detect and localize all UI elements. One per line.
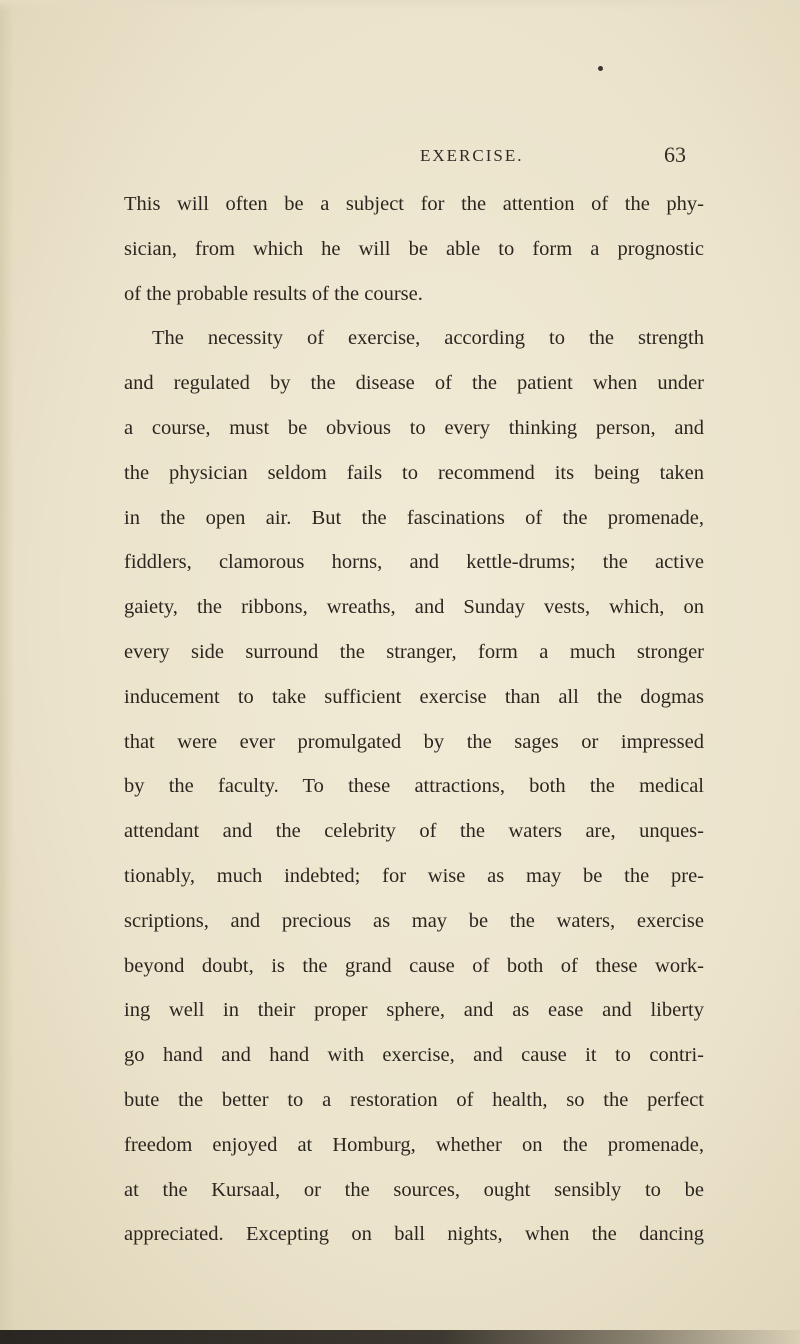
text-line: by the faculty. To these attractions, both the medical <box>124 775 704 798</box>
text-line: bute the better to a restoration of health, so the perfect <box>124 1088 704 1111</box>
text-line: tionably, much indebted; for wise as may be the pre- <box>124 864 704 887</box>
text-line: a course, must be obvious to every thinking person, and <box>124 416 704 439</box>
text-line: beyond doubt, is the grand cause of both of these work- <box>124 954 704 977</box>
text-line: and regulated by the disease of the patient when under <box>124 372 704 395</box>
print-speck <box>598 66 603 71</box>
page-top-shadow <box>0 0 800 10</box>
text-line: of the probable results of the course. <box>124 282 423 305</box>
text-line: in the open air. But the fascinations of the promenade, <box>124 506 704 529</box>
text-line: gaiety, the ribbons, wreaths, and Sunday vests, which, on <box>124 596 704 619</box>
text-line: the physician seldom fails to recommend its being taken <box>124 461 704 484</box>
text-line: freedom enjoyed at Homburg, whether on the promenade, <box>124 1133 704 1156</box>
running-head: EXERCISE. <box>420 146 524 165</box>
page-number: 63 <box>664 142 686 167</box>
text-line: The necessity of exercise, according to the strength <box>152 327 704 350</box>
page-gutter-shadow <box>0 0 14 1344</box>
text-line: sician, from which he will be able to form a prognostic <box>124 237 704 260</box>
text-line: scriptions, and precious as may be the waters, exercise <box>124 909 704 932</box>
text-line: that were ever promulgated by the sages or impressed <box>124 730 704 753</box>
page-bottom-edge <box>0 1330 800 1344</box>
text-line: inducement to take sufficient exercise than all the dogmas <box>124 685 704 708</box>
text-line: go hand and hand with exercise, and cause it to contri- <box>124 1044 704 1067</box>
text-line: ing well in their proper sphere, and as ease and liberty <box>124 999 704 1022</box>
text-line: at the Kursaal, or the sources, ought sensibly to be <box>124 1178 704 1201</box>
text-line: fiddlers, clamorous horns, and kettle-drums; the active <box>124 551 704 574</box>
text-line: appreciated. Excepting on ball nights, when the dancing <box>124 1223 704 1246</box>
body-text <box>124 182 704 1257</box>
text-line: every side surround the stranger, form a much stronger <box>124 640 704 663</box>
text-line: This will often be a subject for the attention of the phy- <box>124 193 704 215</box>
text-line: attendant and the celebrity of the waters are, unques- <box>124 820 704 843</box>
